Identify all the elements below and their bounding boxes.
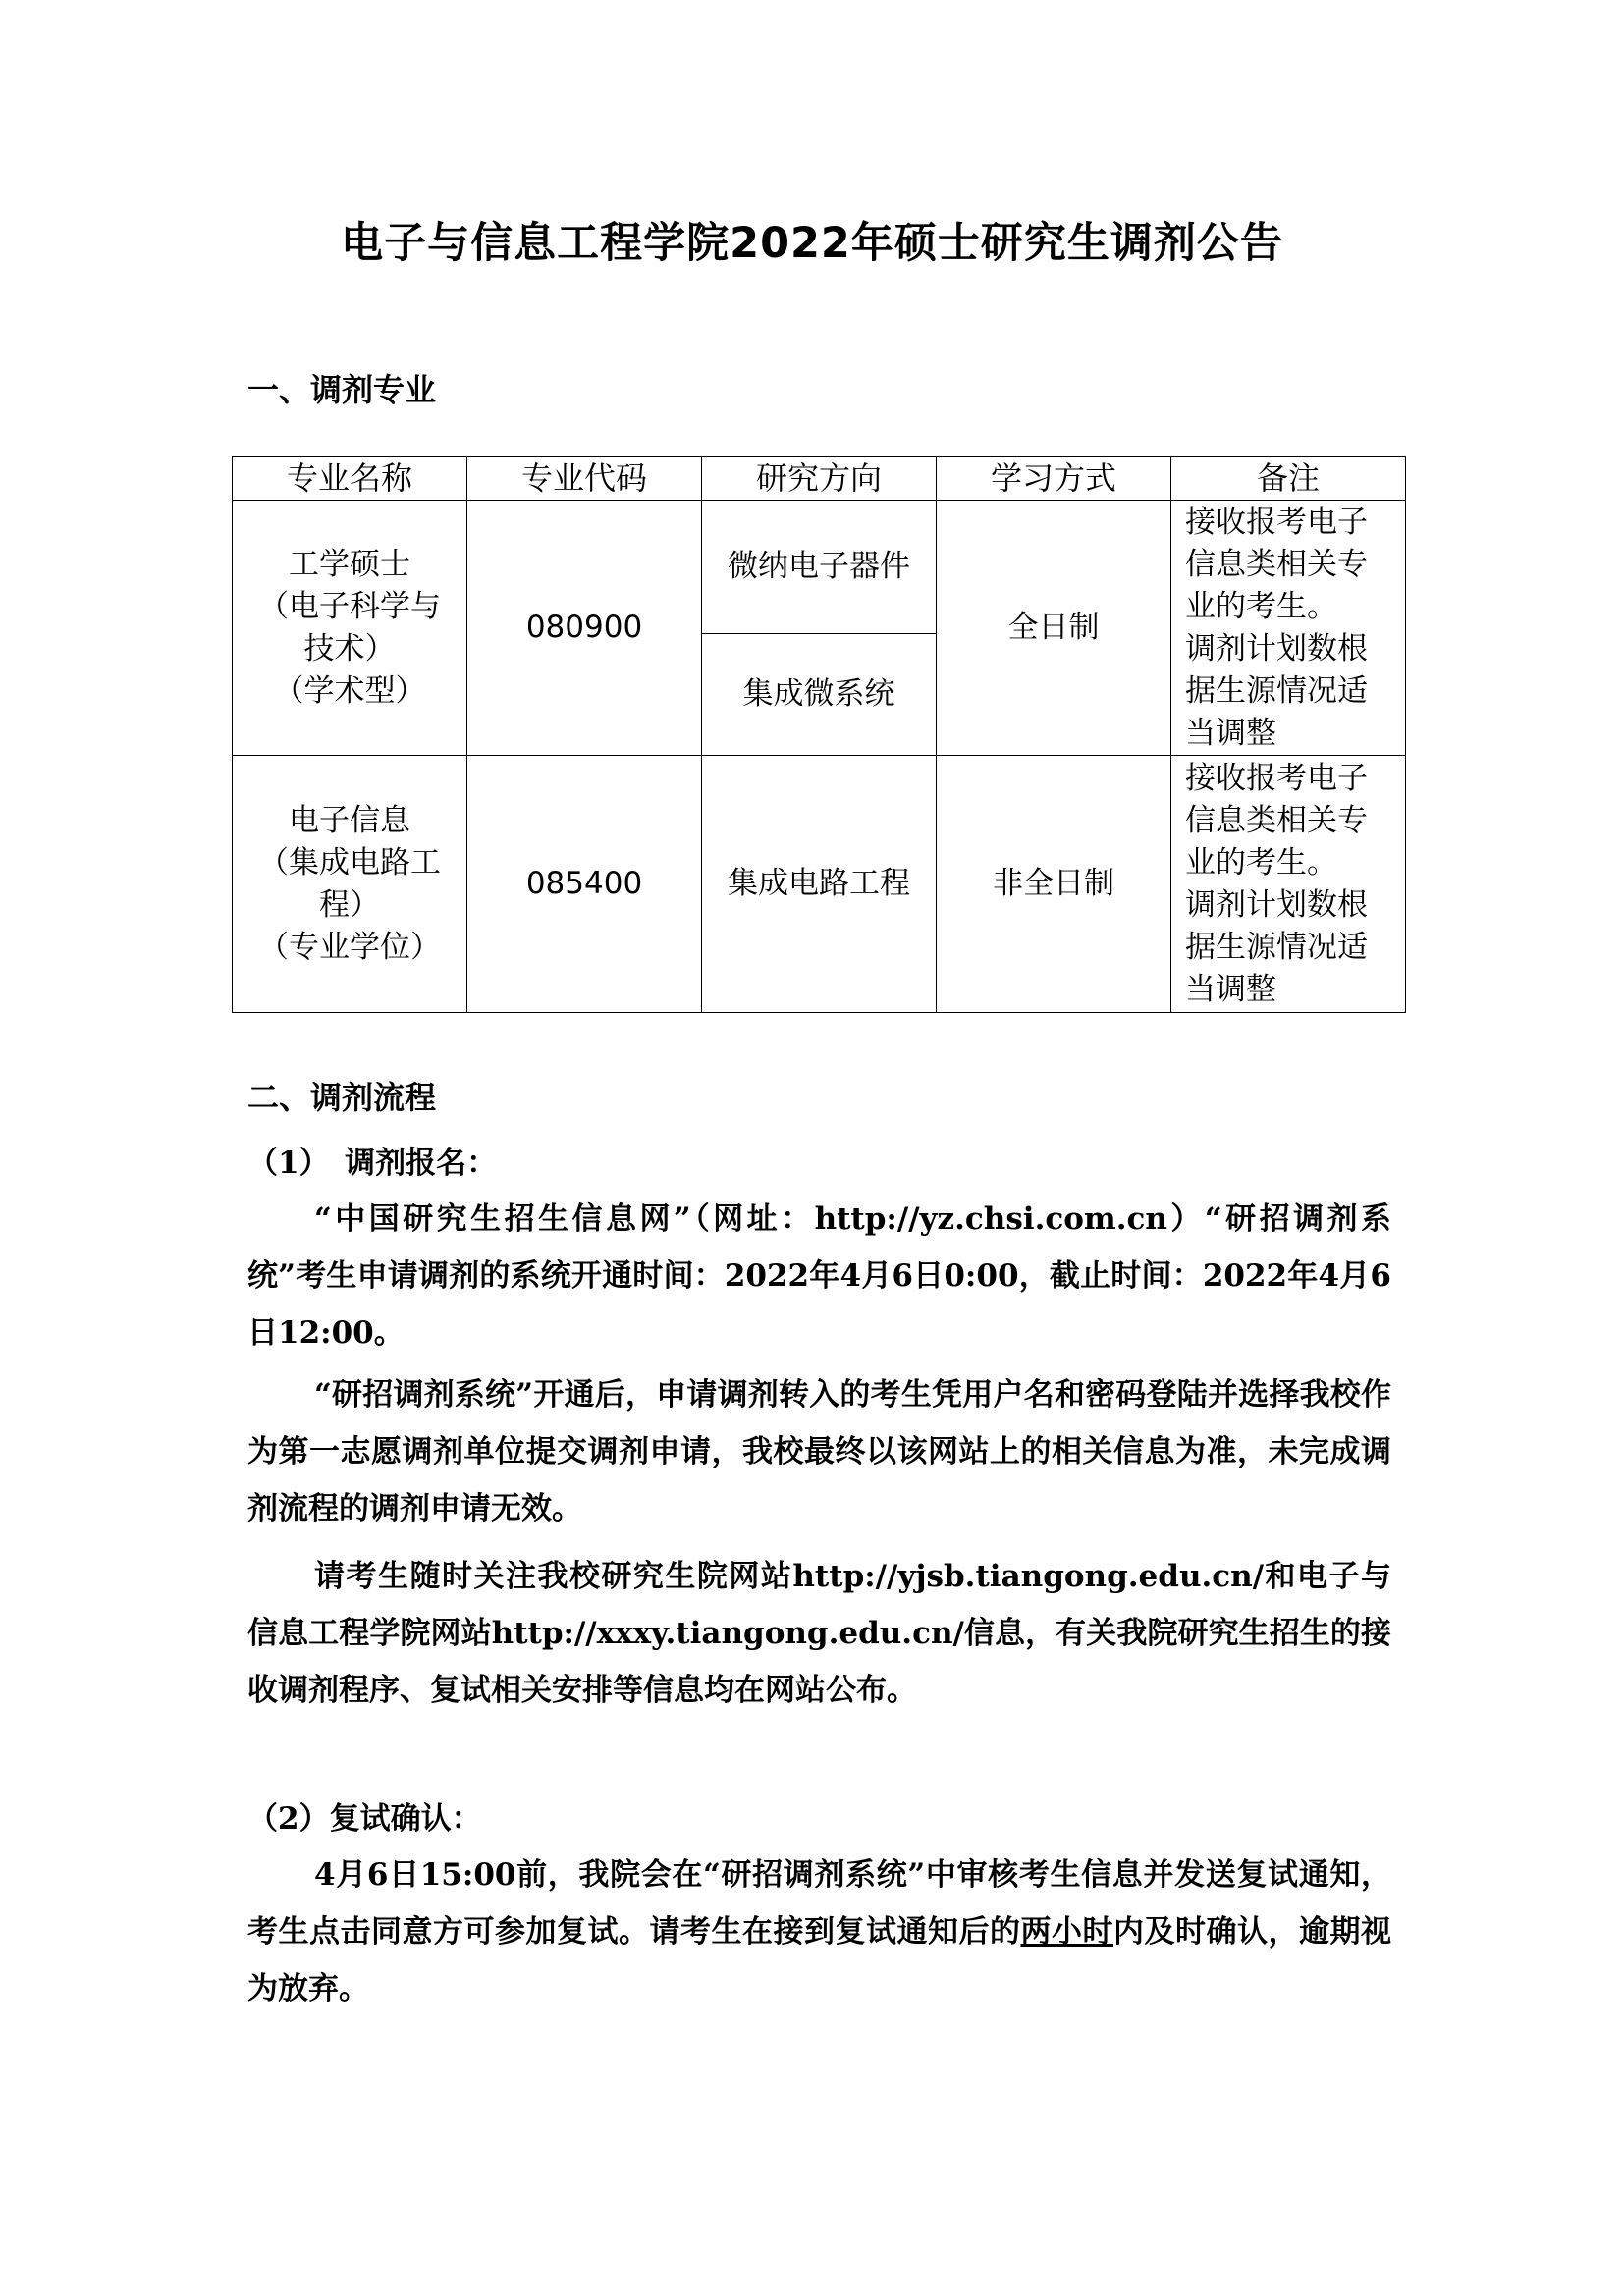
remark-line: 据生源情况适: [1185, 672, 1368, 709]
step1-paragraph-schedule: “中国研究生招生信息网”（网址：http://yz.chsi.com.cn）“研招调剂系统”考生申请调剂的系统开通时间：2022年4月6日0:00，截止时间：2022年4月6日12:00。: [247, 1201, 1391, 1351]
table-row: [233, 756, 1406, 1013]
remark-line: 当调整: [1185, 715, 1276, 751]
remark-line: 当调整: [1185, 971, 1276, 1007]
remark-line: 据生源情况适: [1185, 929, 1368, 965]
remark-line: 信息类相关专: [1185, 802, 1368, 838]
table-header-row: [233, 457, 1406, 501]
major-name-line: 技术）: [303, 630, 396, 667]
column-header: 备注: [1171, 457, 1406, 501]
step1-paragraph-notice: 请考生随时关注我校研究生院网站http://yjsb.tiangong.edu.cn/和电子与信息工程学院网站http://xxxy.tiangong.edu.cn/信息，有关我院研究生招生的接收调剂程序、复试相关安排等信息均在网站公布。: [247, 1559, 1391, 1708]
step1-paragraph-application: “研招调剂系统”开通后，申请调剂转入的考生凭用户名和密码登陆并选择我校作为第一志愿调剂单位提交调剂申请，我校最终以该网站上的相关信息为准，未完成调剂流程的调剂申请无效。: [247, 1377, 1391, 1526]
column-header: 学习方式: [937, 457, 1171, 501]
major-name-line: 程）: [319, 886, 380, 923]
major-name-cell: [233, 501, 467, 756]
step2-text-before: 4月6日15:00前，我院会在“研招调剂系统”中审核考生信息并发送复试通知，考生点击同意方可参加复试。请考生在接到复试通知后的: [247, 1857, 1391, 1949]
major-name-line: （电子科学与: [258, 588, 441, 624]
remark-line: 业的考生。: [1185, 588, 1337, 624]
step2-paragraph: [247, 1846, 1391, 2017]
major-name-line: （学术型）: [273, 672, 426, 709]
major-code-cell: 080900: [467, 501, 702, 756]
step2-text-after: 内及时确认，逾期视为放弃。: [247, 1914, 1391, 2006]
column-header: 研究方向: [702, 457, 937, 501]
step1-heading: （1） 调剂报名：: [247, 1146, 498, 1181]
research-direction-cell: 集成电路工程: [702, 756, 937, 1013]
remark-line: 信息类相关专: [1185, 546, 1368, 582]
section1-heading: 一、调剂专业: [247, 371, 437, 408]
step2-heading: （2）复试确认：: [247, 1801, 482, 1837]
column-header: 专业名称: [233, 457, 467, 501]
major-code-cell: 085400: [467, 756, 702, 1013]
major-name-line: （集成电路工: [258, 844, 441, 881]
step2-deadline-underlined: 两小时: [1020, 1914, 1113, 1949]
majors-table: [232, 456, 1406, 1013]
major-name-cell: [233, 756, 467, 1013]
remark-line: 业的考生。: [1185, 844, 1337, 881]
remark-line: 接收报考电子: [1185, 504, 1368, 540]
page-title: 电子与信息工程学院2022年硕士研究生调剂公告: [341, 219, 1283, 268]
major-name-line: （专业学位）: [258, 929, 441, 965]
remarks-cell: [1171, 501, 1406, 756]
column-header: 专业代码: [467, 457, 702, 501]
major-name-line: 电子信息: [289, 802, 410, 838]
study-mode-cell: 非全日制: [937, 756, 1171, 1013]
remark-line: 调剂计划数根: [1185, 886, 1368, 923]
remark-line: 调剂计划数根: [1185, 630, 1368, 667]
table-row: [233, 501, 1406, 634]
research-direction-cell: 集成微系统: [702, 634, 937, 756]
major-name-line: 工学硕士: [289, 546, 410, 582]
remark-line: 接收报考电子: [1185, 760, 1368, 796]
section2-heading: 二、调剂流程: [247, 1079, 437, 1116]
remarks-cell: [1171, 756, 1406, 1013]
study-mode-cell: 全日制: [937, 501, 1171, 756]
research-direction-cell: 微纳电子器件: [702, 501, 937, 634]
